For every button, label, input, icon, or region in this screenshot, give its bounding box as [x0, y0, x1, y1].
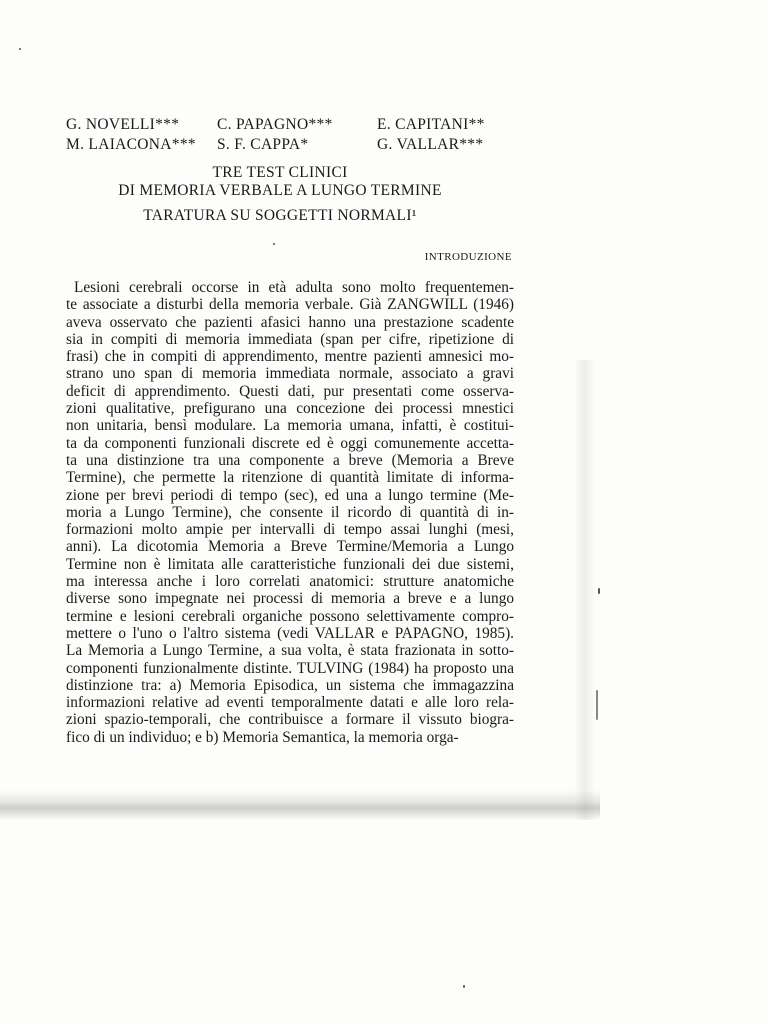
scan-speck	[273, 243, 275, 245]
text-line: te associate a disturbi della memoria verbale. Già ZANGWILL (1946)	[66, 296, 514, 314]
text-line: componenti funzionalmente distinte. TULVING (1984) ha proposto una	[66, 659, 514, 677]
text-line: non unitaria, bensì modulare. La memoria umana, infatti, è costitui-	[66, 417, 514, 435]
text-line: diverse sono impegnate nei processi di memoria a breve e a lungo	[66, 590, 514, 608]
text-line: strano uno span di memoria immediata normale, associato a gravi	[66, 365, 514, 383]
author-row	[66, 116, 506, 136]
scan-speck	[19, 48, 21, 50]
author-name: G. VALLAR***	[377, 136, 484, 153]
text-line: ma interessa anche i loro correlati anatomici: strutture anatomiche	[66, 573, 514, 591]
scan-speck	[596, 690, 598, 720]
text-line: Lesioni cerebrali occorse in età adulta sono molto frequentemen-	[74, 279, 514, 296]
title-line: DI MEMORIA VERBALE A LUNGO TERMINE	[118, 182, 442, 199]
author-name: G. NOVELLI***	[66, 116, 180, 133]
title-line: TRE TEST CLINICI	[212, 164, 348, 181]
text-line: ta da componenti funzionali discrete ed è oggi comunemente accetta-	[66, 434, 514, 452]
paper-title	[90, 164, 470, 225]
text-line: mettere o l'uno o l'altro sistema (vedi VALLAR e PAPAGNO, 1985).	[66, 624, 514, 642]
author-name: E. CAPITANI**	[377, 116, 485, 133]
author-row	[66, 136, 506, 156]
text-line: formazioni molto ampie per intervalli di tempo assai lunghi (mesi,	[66, 521, 514, 539]
text-line: moria a Lungo Termine), che consente il ricordo di quantità di in-	[66, 503, 514, 521]
author-name: S. F. CAPPA*	[217, 136, 309, 153]
text-line: Termine non è limitata alle caratteristiche funzionali dei due sistemi,	[66, 555, 514, 573]
body-paragraph	[66, 279, 514, 746]
text-line: zione per brevi periodi di tempo (sec), ed una a lungo termine (Me-	[66, 486, 514, 504]
paper-subtitle: TARATURA SU SOGGETTI NORMALI¹	[143, 207, 417, 224]
scan-speck	[463, 985, 465, 988]
text-line: distinzione tra: a) Memoria Episodica, un sistema che immagazzina	[66, 676, 514, 694]
scan-edge-shadow	[0, 790, 600, 820]
section-heading: INTRODUZIONE	[424, 251, 512, 263]
scan-speck	[598, 588, 600, 594]
author-name: M. LAIACONA***	[66, 136, 196, 153]
scan-margin-shadow	[574, 360, 596, 820]
text-line: aveva osservato che pazienti afasici hanno una prestazione scadente	[66, 313, 514, 331]
author-list	[66, 116, 506, 156]
text-line: zioni spazio-temporali, che contribuisce a formare il vissuto biogra-	[66, 711, 514, 729]
text-line: informazioni relative ad eventi temporalmente datati e alle loro rela-	[66, 694, 514, 712]
text-line: zioni qualitative, prefigurano una concezione dei processi mnestici	[66, 400, 514, 418]
text-line: frasi) che in compiti di apprendimento, mentre pazienti amnesici mo-	[66, 348, 514, 366]
text-line: Termine), che permette la ritenzione di quantità limitate di informa-	[66, 469, 514, 487]
text-line: fico di un individuo; e b) Memoria Semantica, la memoria orga-	[66, 728, 459, 746]
text-line: anni). La dicotomia Memoria a Breve Termine/Memoria a Lungo	[66, 538, 514, 556]
text-line: deficit di apprendimento. Questi dati, pur presentati come osserva-	[66, 382, 514, 400]
text-line: ta una distinzione tra una componente a breve (Memoria a Breve	[66, 451, 514, 469]
text-line: sia in compiti di memoria immediata (span per cifre, ripetizione di	[66, 330, 514, 348]
text-line: termine e lesioni cerebrali organiche possono selettivamente compro-	[66, 607, 514, 625]
author-name: C. PAPAGNO***	[217, 116, 333, 133]
text-line: La Memoria a Lungo Termine, a sua volta, è stata frazionata in sotto-	[66, 642, 514, 660]
